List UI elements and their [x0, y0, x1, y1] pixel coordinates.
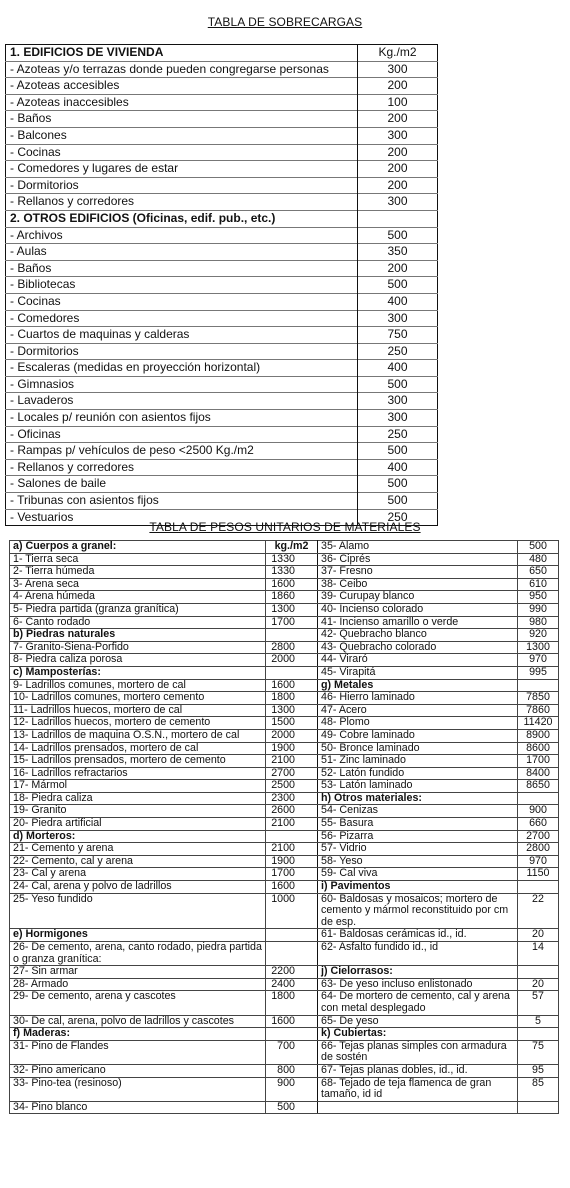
- material-weight-right: 57: [518, 991, 559, 1015]
- material-name-left: 19- Granito: [10, 805, 266, 818]
- material-name-right: i) Pavimentos: [318, 881, 518, 894]
- material-name-right: 49- Cobre laminado: [318, 729, 518, 742]
- table2-title: TABLA DE PESOS UNITARIOS DE MATERIALES: [149, 520, 421, 534]
- table-row: [6, 277, 438, 294]
- material-weight-right: 22: [518, 893, 559, 929]
- material-name-right: 53- Latón laminado: [318, 780, 518, 793]
- item-value: 200: [358, 144, 438, 161]
- item-value: 300: [358, 410, 438, 427]
- item-value: 200: [358, 260, 438, 277]
- material-name-left: 33- Pino-tea (resinoso): [10, 1077, 266, 1101]
- material-name-right: 39- Curupay blanco: [318, 591, 518, 604]
- table-row: [10, 792, 559, 805]
- material-weight-left: 1600: [266, 578, 318, 591]
- item-name: - Comedores y lugares de estar: [6, 161, 358, 178]
- material-name-right: 45- Virapitá: [318, 666, 518, 679]
- item-name: - Bibliotecas: [6, 277, 358, 294]
- table-row: [6, 293, 438, 310]
- item-name: - Gimnasios: [6, 376, 358, 393]
- material-weight-left: 1800: [266, 991, 318, 1015]
- table-row: [10, 1028, 559, 1041]
- material-name-right: j) Cielorrasos:: [318, 966, 518, 979]
- table-row: [6, 393, 438, 410]
- material-weight-right: 2800: [518, 843, 559, 856]
- material-name-left: 22- Cemento, cal y arena: [10, 855, 266, 868]
- material-name-right: 60- Baldosas y mosaicos; mortero de cemento y mármol reconstituido por cm de esp.: [318, 893, 518, 929]
- material-weight-right: [518, 1101, 559, 1114]
- table-row: [10, 1101, 559, 1114]
- table-row: [10, 692, 559, 705]
- item-value: 500: [358, 443, 438, 460]
- table-row: [10, 929, 559, 942]
- material-weight-right: 14: [518, 942, 559, 966]
- material-name-left: 5- Piedra partida (granza granítica): [10, 603, 266, 616]
- table-row: [6, 227, 438, 244]
- material-name-left: 3- Arena seca: [10, 578, 266, 591]
- material-weight-left: 1800: [266, 692, 318, 705]
- material-weight-right: 11420: [518, 717, 559, 730]
- material-weight-right: 970: [518, 654, 559, 667]
- material-name-right: 63- De yeso incluso enlistonado: [318, 978, 518, 991]
- material-weight-right: 480: [518, 553, 559, 566]
- item-value: 400: [358, 293, 438, 310]
- material-weight-right: 75: [518, 1040, 559, 1064]
- material-weight-left: [266, 1028, 318, 1041]
- item-value: 200: [358, 111, 438, 128]
- material-weight-left: 1300: [266, 603, 318, 616]
- item-name: - Azoteas y/o terrazas donde pueden congregarse personas: [6, 61, 358, 78]
- item-value: 250: [358, 343, 438, 360]
- table-row: [6, 260, 438, 277]
- item-value: 500: [358, 493, 438, 510]
- material-weight-left: 2500: [266, 780, 318, 793]
- material-weight-right: 500: [518, 541, 559, 554]
- material-weight-right: 1300: [518, 641, 559, 654]
- item-value: 300: [358, 61, 438, 78]
- material-weight-left: 1330: [266, 566, 318, 579]
- material-weight-right: 610: [518, 578, 559, 591]
- material-name-right: 43- Quebracho colorado: [318, 641, 518, 654]
- item-value: 300: [358, 310, 438, 327]
- material-weight-right: 1150: [518, 868, 559, 881]
- material-name-left: 10- Ladrillos comunes, mortero cemento: [10, 692, 266, 705]
- material-name-right: 56- Pizarra: [318, 830, 518, 843]
- table-row: [10, 641, 559, 654]
- material-weight-right: 660: [518, 818, 559, 831]
- material-name-left: 25- Yeso fundido: [10, 893, 266, 929]
- table-row: [10, 843, 559, 856]
- section-row: [6, 210, 438, 227]
- material-weight-left: 2000: [266, 654, 318, 667]
- table-row: [10, 1077, 559, 1101]
- material-name-left: 1- Tierra seca: [10, 553, 266, 566]
- material-name-right: 58- Yeso: [318, 855, 518, 868]
- table-row: [10, 616, 559, 629]
- item-name: - Azoteas accesibles: [6, 78, 358, 95]
- table-row: [6, 111, 438, 128]
- material-name-left: 32- Pino americano: [10, 1064, 266, 1077]
- overload-table: [5, 44, 438, 526]
- item-name: - Dormitorios: [6, 343, 358, 360]
- material-name-right: 44- Viraró: [318, 654, 518, 667]
- table-row: [6, 476, 438, 493]
- item-name: - Azoteas inaccesibles: [6, 94, 358, 111]
- item-value: 200: [358, 161, 438, 178]
- material-weight-left: 2300: [266, 792, 318, 805]
- item-name: - Baños: [6, 260, 358, 277]
- material-name-right: 46- Hierro laminado: [318, 692, 518, 705]
- material-name-right: 36- Ciprés: [318, 553, 518, 566]
- material-name-right: 38- Ceibo: [318, 578, 518, 591]
- material-weight-left: 2100: [266, 818, 318, 831]
- material-name-left: 4- Arena húmeda: [10, 591, 266, 604]
- table-row: [6, 410, 438, 427]
- material-weight-right: [518, 966, 559, 979]
- material-weight-right: 650: [518, 566, 559, 579]
- material-name-left: 2- Tierra húmeda: [10, 566, 266, 579]
- item-value: 750: [358, 327, 438, 344]
- material-name-left: 31- Pino de Flandes: [10, 1040, 266, 1064]
- material-weight-right: 920: [518, 629, 559, 642]
- item-value: 100: [358, 94, 438, 111]
- item-name: - Lavaderos: [6, 393, 358, 410]
- table-row: [10, 541, 559, 554]
- table-row: [6, 376, 438, 393]
- table-row: [10, 818, 559, 831]
- item-value: 500: [358, 227, 438, 244]
- material-name-left: 15- Ladrillos prensados, mortero de cemento: [10, 755, 266, 768]
- material-name-right: 68- Tejado de teja flamenca de gran tamaño, id id: [318, 1077, 518, 1101]
- table-row: [10, 717, 559, 730]
- material-weight-left: 2000: [266, 729, 318, 742]
- table-row: [10, 805, 559, 818]
- item-value: 400: [358, 459, 438, 476]
- table-row: [10, 1040, 559, 1064]
- table-row: [10, 629, 559, 642]
- item-name: - Archivos: [6, 227, 358, 244]
- material-weight-right: 85: [518, 1077, 559, 1101]
- table-row: [6, 443, 438, 460]
- material-name-right: 47- Acero: [318, 704, 518, 717]
- table-row: [10, 591, 559, 604]
- table-row: [10, 868, 559, 881]
- material-name-right: 41- Incienso amarillo o verde: [318, 616, 518, 629]
- material-weight-right: [518, 679, 559, 692]
- material-name-right: 35- Alamo: [318, 541, 518, 554]
- material-name-left: 6- Canto rodado: [10, 616, 266, 629]
- table-row: [10, 603, 559, 616]
- item-name: - Aulas: [6, 244, 358, 261]
- material-weight-left: 1900: [266, 855, 318, 868]
- material-name-right: 40- Incienso colorado: [318, 603, 518, 616]
- material-name-left: 28- Armado: [10, 978, 266, 991]
- table-row: [6, 360, 438, 377]
- table-row: [6, 244, 438, 261]
- material-weight-left: [266, 929, 318, 942]
- item-name: 1. EDIFICIOS DE VIVIENDA: [10, 45, 164, 59]
- item-name: - Rampas p/ vehículos de peso <2500 Kg./m2: [6, 443, 358, 460]
- material-name-right: 48- Plomo: [318, 717, 518, 730]
- material-name-right: 64- De mortero de cemento, cal y arena con metal desplegado: [318, 991, 518, 1015]
- item-value: 400: [358, 360, 438, 377]
- material-name-right: 57- Vidrio: [318, 843, 518, 856]
- material-weight-right: 8900: [518, 729, 559, 742]
- table-row: [6, 94, 438, 111]
- table-row: [6, 144, 438, 161]
- material-weight-left: 2200: [266, 966, 318, 979]
- material-name-right: 50- Bronce laminado: [318, 742, 518, 755]
- item-value: 250: [358, 426, 438, 443]
- material-weight-left: 1000: [266, 893, 318, 929]
- material-weight-right: 7860: [518, 704, 559, 717]
- table-row: [10, 679, 559, 692]
- material-weight-left: 800: [266, 1064, 318, 1077]
- table-row: [10, 780, 559, 793]
- item-name: - Locales p/ reunión con asientos fijos: [6, 410, 358, 427]
- table-row: [6, 61, 438, 78]
- material-name-left: 20- Piedra artificial: [10, 818, 266, 831]
- material-weight-left: 2700: [266, 767, 318, 780]
- table-row: [10, 742, 559, 755]
- material-name-right: 54- Cenizas: [318, 805, 518, 818]
- table-row: [10, 991, 559, 1015]
- material-name-left: 12- Ladrillos huecos, mortero de cemento: [10, 717, 266, 730]
- item-value: 300: [358, 393, 438, 410]
- item-name: - Baños: [6, 111, 358, 128]
- material-weight-left: 1330: [266, 553, 318, 566]
- material-name-right: 55- Basura: [318, 818, 518, 831]
- material-name-left: 11- Ladrillos huecos, mortero de cal: [10, 704, 266, 717]
- item-name: - Salones de baile: [6, 476, 358, 493]
- material-weight-left: 1900: [266, 742, 318, 755]
- table-row: [6, 177, 438, 194]
- material-name-left: c) Mamposterías:: [10, 666, 266, 679]
- section-row: [6, 45, 438, 62]
- material-name-left: 24- Cal, arena y polvo de ladrillos: [10, 881, 266, 894]
- item-name: 2. OTROS EDIFICIOS (Oficinas, edif. pub., etc.): [6, 210, 358, 227]
- table-row: [10, 893, 559, 929]
- item-name: - Balcones: [6, 127, 358, 144]
- table-row: [6, 194, 438, 211]
- material-name-right: k) Cubiertas:: [318, 1028, 518, 1041]
- item-name: - Escaleras (medidas en proyección horizontal): [6, 360, 358, 377]
- material-weight-left: [266, 942, 318, 966]
- material-weight-right: 95: [518, 1064, 559, 1077]
- material-weight-right: [518, 792, 559, 805]
- material-weight-right: 5: [518, 1015, 559, 1028]
- table-row: [10, 767, 559, 780]
- item-name: - Rellanos y corredores: [6, 459, 358, 476]
- material-weight-right: [518, 881, 559, 894]
- table-row: [10, 966, 559, 979]
- material-name-left: e) Hormigones: [10, 929, 266, 942]
- material-name-left: 13- Ladrillos de maquina O.S.N., mortero de cal: [10, 729, 266, 742]
- material-weight-left: 2800: [266, 641, 318, 654]
- material-name-right: 37- Fresno: [318, 566, 518, 579]
- item-name: - Cocinas: [6, 293, 358, 310]
- material-weight-left: [266, 666, 318, 679]
- material-name-left: 16- Ladrillos refractarios: [10, 767, 266, 780]
- table-row: [10, 855, 559, 868]
- material-weight-right: 8600: [518, 742, 559, 755]
- item-value: 500: [358, 476, 438, 493]
- item-name: - Cuartos de maquinas y calderas: [6, 327, 358, 344]
- material-name-right: g) Metales: [318, 679, 518, 692]
- item-value: 500: [358, 277, 438, 294]
- materials-weight-table: [9, 540, 559, 1114]
- material-weight-left: 700: [266, 1040, 318, 1064]
- material-weight-right: 8650: [518, 780, 559, 793]
- item-value: 350: [358, 244, 438, 261]
- material-weight-right: 970: [518, 855, 559, 868]
- material-weight-right: 995: [518, 666, 559, 679]
- material-name-left: 34- Pino blanco: [10, 1101, 266, 1114]
- item-value: [358, 210, 438, 227]
- material-name-left: 23- Cal y arena: [10, 868, 266, 881]
- item-name: - Oficinas: [6, 426, 358, 443]
- item-value: 200: [358, 78, 438, 95]
- material-name-left: 17- Mármol: [10, 780, 266, 793]
- item-name: - Tribunas con asientos fijos: [6, 493, 358, 510]
- material-weight-left: 1860: [266, 591, 318, 604]
- table-row: [6, 343, 438, 360]
- table-row: [10, 553, 559, 566]
- material-name-right: 65- De yeso: [318, 1015, 518, 1028]
- table-row: [10, 942, 559, 966]
- material-name-right: 42- Quebracho blanco: [318, 629, 518, 642]
- material-name-left: 14- Ladrillos prensados, mortero de cal: [10, 742, 266, 755]
- table-row: [10, 830, 559, 843]
- table-row: [10, 978, 559, 991]
- material-weight-left: 2100: [266, 843, 318, 856]
- table-row: [6, 78, 438, 95]
- material-name-right: 59- Cal viva: [318, 868, 518, 881]
- material-weight-left: 1700: [266, 868, 318, 881]
- material-weight-right: [518, 1028, 559, 1041]
- material-weight-right: 1700: [518, 755, 559, 768]
- material-weight-left: 1300: [266, 704, 318, 717]
- material-weight-right: 20: [518, 978, 559, 991]
- material-weight-right: 2700: [518, 830, 559, 843]
- table-row: [6, 327, 438, 344]
- material-name-left: a) Cuerpos a granel:: [10, 541, 266, 554]
- table-row: [10, 755, 559, 768]
- material-name-left: 18- Piedra caliza: [10, 792, 266, 805]
- material-name-left: 29- De cemento, arena y cascotes: [10, 991, 266, 1015]
- item-name: - Dormitorios: [6, 177, 358, 194]
- material-name-right: h) Otros materiales:: [318, 792, 518, 805]
- material-name-left: 7- Granito-Siena-Porfido: [10, 641, 266, 654]
- item-name: - Vestuarios: [6, 509, 358, 526]
- material-weight-left: [266, 830, 318, 843]
- material-weight-left: 2400: [266, 978, 318, 991]
- material-weight-left: [266, 629, 318, 642]
- material-weight-right: 980: [518, 616, 559, 629]
- material-name-right: 61- Baldosas cerámicas id., id.: [318, 929, 518, 942]
- material-name-right: 51- Zinc laminado: [318, 755, 518, 768]
- material-name-left: 26- De cemento, arena, canto rodado, piedra partida o granza granítica:: [10, 942, 266, 966]
- material-weight-left: 500: [266, 1101, 318, 1114]
- material-weight-right: 900: [518, 805, 559, 818]
- material-name-right: [318, 1101, 518, 1114]
- table-row: [10, 729, 559, 742]
- material-weight-right: 7850: [518, 692, 559, 705]
- table-row: [6, 127, 438, 144]
- material-weight-left: 2100: [266, 755, 318, 768]
- table-row: [6, 161, 438, 178]
- item-name: - Rellanos y corredores: [6, 194, 358, 211]
- material-weight-left: 1600: [266, 881, 318, 894]
- material-weight-right: 990: [518, 603, 559, 616]
- material-name-left: 8- Piedra caliza porosa: [10, 654, 266, 667]
- item-value: 300: [358, 127, 438, 144]
- item-name: - Comedores: [6, 310, 358, 327]
- material-weight-left: 2600: [266, 805, 318, 818]
- table-row: [10, 1064, 559, 1077]
- table-row: [6, 459, 438, 476]
- material-weight-left: 1500: [266, 717, 318, 730]
- item-value: 250: [358, 509, 438, 526]
- material-weight-left: 1600: [266, 679, 318, 692]
- material-name-left: f) Maderas:: [10, 1028, 266, 1041]
- material-name-left: d) Morteros:: [10, 830, 266, 843]
- item-value: 200: [358, 177, 438, 194]
- item-value: 300: [358, 194, 438, 211]
- table-row: [10, 654, 559, 667]
- table-row: [10, 578, 559, 591]
- item-name: - Cocinas: [6, 144, 358, 161]
- material-name-right: 67- Tejas planas dobles, id., id.: [318, 1064, 518, 1077]
- material-weight-right: 950: [518, 591, 559, 604]
- material-weight-right: 20: [518, 929, 559, 942]
- material-name-left: 21- Cemento y arena: [10, 843, 266, 856]
- material-weight-right: 8400: [518, 767, 559, 780]
- table-row: [6, 310, 438, 327]
- table-row: [10, 881, 559, 894]
- item-value: Kg./m2: [358, 45, 438, 62]
- material-name-left: 27- Sin armar: [10, 966, 266, 979]
- material-name-right: 52- Latón fundido: [318, 767, 518, 780]
- material-weight-left: 1600: [266, 1015, 318, 1028]
- table-row: [10, 666, 559, 679]
- material-weight-left: 1700: [266, 616, 318, 629]
- table-row: [10, 566, 559, 579]
- item-value: 500: [358, 376, 438, 393]
- material-name-left: b) Piedras naturales: [10, 629, 266, 642]
- material-name-right: 62- Asfalto fundido id., id: [318, 942, 518, 966]
- table-row: [6, 493, 438, 510]
- material-name-left: 9- Ladrillos comunes, mortero de cal: [10, 679, 266, 692]
- table-row: [10, 1015, 559, 1028]
- table1-title: TABLA DE SOBRECARGAS: [207, 15, 363, 29]
- material-weight-left: 900: [266, 1077, 318, 1101]
- material-name-right: 66- Tejas planas simples con armadura de sostén: [318, 1040, 518, 1064]
- material-weight-left: kg./m2: [266, 541, 318, 554]
- material-name-left: 30- De cal, arena, polvo de ladrillos y cascotes: [10, 1015, 266, 1028]
- table-row: [6, 426, 438, 443]
- table-row: [10, 704, 559, 717]
